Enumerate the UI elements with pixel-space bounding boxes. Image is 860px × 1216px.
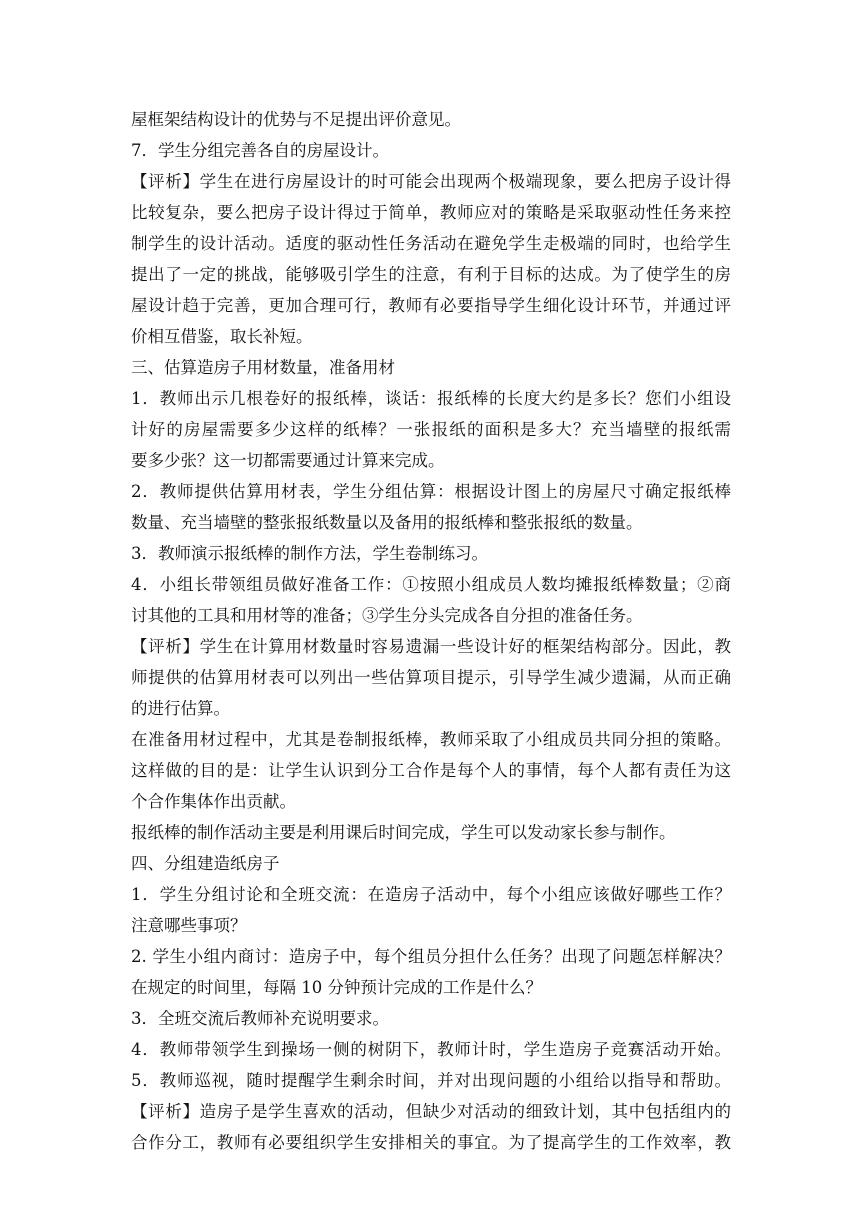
text-line: 报纸棒的制作活动主要是利用课后时间完成，学生可以发动家长参与制作。 — [131, 823, 676, 842]
text-line: 屋框架结构设计的优势与不足提出评价意见。 — [131, 110, 461, 129]
text-line: 价相互借鉴，取长补短。 — [131, 327, 313, 346]
document-page — [131, 104, 731, 1158]
text-line: 7．学生分组完善各自的房屋设计。 — [131, 141, 389, 160]
text-line: 5．教师巡视，随时提醒学生剩余时间，并对出现问题的小组给以指导和帮助。 — [131, 1071, 731, 1090]
text-line: 1．学生分组讨论和全班交流：在造房子活动中，每个小组应该做好哪些工作？ — [131, 885, 731, 904]
text-line: 要多少张？这一切都需要通过计算来完成。 — [131, 451, 445, 470]
text-line: 三、估算造房子用材数量，准备用材 — [131, 358, 395, 377]
text-line: 在规定的时间里，每隔 10 分钟预计完成的工作是什么？ — [131, 978, 542, 997]
text-line: 1．教师出示几根卷好的报纸棒，谈话：报纸棒的长度大约是多长？您们小组设 — [131, 389, 731, 408]
text-line: 数量、充当墙壁的整张报纸数量以及备用的报纸棒和整张报纸的数量。 — [131, 513, 643, 532]
text-line: 4．教师带领学生到操场一侧的树阴下，教师计时，学生造房子竞赛活动开始。 — [131, 1040, 731, 1059]
text-line: 这样做的目的是：让学生认识到分工合作是每个人的事情，每个人都有责任为这 — [131, 761, 731, 780]
text-line: 在准备用材过程中，尤其是卷制报纸棒，教师采取了小组成员共同分担的策略。 — [131, 730, 731, 749]
text-line: 3．教师演示报纸棒的制作方法，学生卷制练习。 — [131, 544, 488, 563]
text-line: 提出了一定的挑战，能够吸引学生的注意，有利于目标的达成。为了使学生的房 — [131, 265, 731, 284]
text-line: 注意哪些事项？ — [131, 916, 247, 935]
text-line: 【评析】学生在计算用材数量时容易遗漏一些设计好的框架结构部分。因此，教 — [131, 637, 731, 656]
text-line: 四、分组建造纸房子 — [131, 854, 280, 873]
text-line: 【评析】造房子是学生喜欢的活动，但缺少对活动的细致计划，其中包括组内的 — [131, 1102, 731, 1121]
text-line: 3．全班交流后教师补充说明要求。 — [131, 1009, 389, 1028]
text-line: 比较复杂，要么把房子设计得过于简单，教师应对的策略是采取驱动性任务来控 — [131, 203, 731, 222]
text-line: 2. 学生小组内商讨：造房子中，每个组员分担什么任务？出现了问题怎样解决？ — [131, 947, 731, 966]
text-line: 【评析】学生在进行房屋设计的时可能会出现两个极端现象，要么把房子设计得 — [131, 172, 731, 191]
text-line: 计好的房屋需要多少这样的纸棒？一张报纸的面积是多大？充当墙壁的报纸需 — [131, 420, 731, 439]
text-line: 4．小组长带领组员做好准备工作：①按照小组成员人数均摊报纸棒数量；②商 — [131, 575, 731, 594]
text-line: 个合作集体作出贡献。 — [131, 792, 296, 811]
text-line: 合作分工，教师有必要组织学生安排相关的事宜。为了提高学生的工作效率，教 — [131, 1133, 731, 1152]
text-line: 师提供的估算用材表可以列出一些估算项目提示，引导学生减少遗漏，从而正确 — [131, 668, 731, 687]
text-line: 2．教师提供估算用材表，学生分组估算：根据设计图上的房屋尺寸确定报纸棒 — [131, 482, 731, 501]
text-line: 的进行估算。 — [131, 699, 230, 718]
text-line: 制学生的设计活动。适度的驱动性任务活动在避免学生走极端的同时，也给学生 — [131, 234, 731, 253]
text-line: 屋设计趋于完善，更加合理可行，教师有必要指导学生细化设计环节，并通过评 — [131, 296, 731, 315]
text-line: 讨其他的工具和用材等的准备；③学生分头完成各自分担的准备任务。 — [131, 606, 643, 625]
